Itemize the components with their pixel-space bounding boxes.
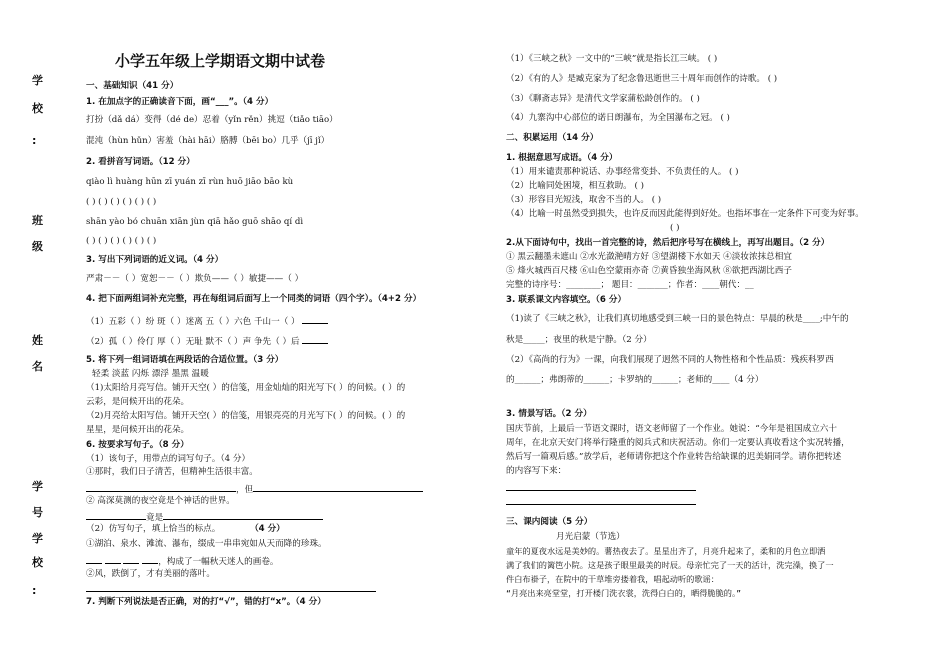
question-6-fill-3: ，构成了一幅秋天迷人的画卷。 [86, 554, 279, 568]
judge-3: （3）《聊斋志异》是清代文学家蒲松龄创作的。 ( ) [506, 94, 700, 104]
answer-blank[interactable] [86, 510, 146, 520]
answer-line[interactable] [86, 591, 376, 592]
section-basic-knowledge: 一、基础知识（41 分） [86, 81, 179, 91]
question-3: 3. 写出下列词语的近义词。（4 分） [86, 255, 224, 265]
sidebar-name-label: 姓 名 [32, 334, 43, 373]
passage-line-1: 童年的夏夜水远是美妙的。薯热夜去了。星星出齐了，月亮升起来了，柔和的月色立即洒 [506, 546, 826, 556]
question-6-fill-2: 竟是 [86, 510, 323, 524]
writing-line-3: 然后写一篇观后感。”放学后，老师请你把这个作业转告给缺课的迟美娟同学。请你把转述 [506, 452, 842, 462]
question-6-sentence-3: ①湖泊、泉水、滩流、瀑布，缀成一串串宛如从天而降的珍珠。 [86, 539, 327, 549]
question-4-line-b: （2）孤（ ）伶仃 厚（ ）无耻 默不（ ）声 争先（ ）后 [86, 334, 328, 348]
poem-answer: 完整的诗序号：________； 题目：_______；作者：____朝代：__ [506, 280, 754, 290]
question-2: 2. 看拼音写词语。（12 分） [86, 157, 195, 167]
poem-line-2: ⑤ 烽火城西百尺楼 ⑥山色空蒙雨亦奇 ⑦黄昏独坐海风秋 ⑧欲把西湖比西子 [506, 266, 792, 276]
passage-line-4: “月亮出来亮堂堂，打开楼门洗衣裳，洗得白白的，晒得脆脆的。” [506, 588, 742, 598]
judge-1: （1）《三峡之秋》一文中的“三峡”就是指长江三峡。 ( ) [506, 54, 718, 64]
page-title: 小学五年级上学期语文期中试卷 [115, 52, 326, 70]
question-4-line-a: （1）五彩（ ）纷 斑（ ）迷离 五（ ）六色 千山一（ ） [86, 314, 328, 328]
question-fill-text: 3. 联系课文内容填空。（6 分） [506, 295, 627, 305]
fill-text-4: 的______；弗朗蒂的______；卡罗纳的______；老师的____（4 分） [506, 375, 764, 385]
question-5-line-a: （1)太阳给月亮写信。铺开天空( ）的信笺，用金灿灿的阳光写下( ）的问候。( ）的 [86, 383, 406, 393]
question-5-words: 轻柔 淡蓝 闪烁 漂浮 墨黑 温暖 [92, 369, 209, 379]
answer-blank[interactable] [302, 334, 328, 344]
question-7: 7. 判断下列说法是否正确，对的打“√”，错的打“x”。（4 分） [86, 597, 326, 607]
section-reading: 三、课内阅读（5 分） [506, 517, 593, 527]
answer-blank[interactable] [142, 554, 158, 564]
writing-line-4: 的内容写下来： [506, 466, 567, 476]
passage-line-3: 件白布褂子，在院中的干草堆旁搂着我，唱起动听的歌谣： [506, 574, 719, 584]
judge-4: （4）九寨沟中心部位的诺日朗瀑布，为全国瀑布之冠。 ( ) [506, 113, 730, 123]
answer-blank[interactable] [86, 482, 236, 492]
answer-blank[interactable] [302, 314, 328, 324]
question-1-line-a: 打扮（dǎ dá）变得（dé de）忍着（yǐn rěn）挑逗（tiǎo tiāo） [86, 115, 338, 125]
question-6-fill-1: ，但 [86, 482, 423, 496]
passage-title: 月光启蒙（节选） [556, 532, 625, 542]
answer-blank[interactable] [123, 554, 139, 564]
question-5-line-b: 云彩，是问候开出的花朵。 [86, 397, 190, 407]
fill-text-1: （1)读了《三峡之秋》，让我们真切地感受到三峡一日的景色特点：早晨的秋是____;中午的 [506, 314, 849, 324]
idiom-4: （4）比喻一时虽然受到损失，也许反而因此能得到好处。也指坏事在一定条件下可变为好事。 [506, 209, 864, 219]
question-poem: 2.从下面诗句中，找出一首完整的诗，然后把序号写在横线上，再写出题目。（2 分） [506, 238, 830, 248]
question-6: 6. 按要求写句子。（8 分） [86, 440, 189, 450]
question-1-line-b: 混沌（hùn hǔn）害羞（hài hāi）胳膊（bēi bo）几乎（jī jǐ） [86, 136, 330, 146]
poem-line-1: ① 黑云翻墨未遮山 ②水光潋滟晴方好 ③望湖楼下水如天 ④淡妆浓抹总相宜 [506, 252, 792, 262]
judge-2: （2）《有的人》是臧克家为了纪念鲁迅逝世三十周年而创作的诗歌。 ( ) [506, 74, 778, 84]
question-4: 4. 把下面两组词补充完整，再在每组词后面写上一个同类的词语（四个字）。（4+2 分） [86, 294, 422, 304]
question-6-part-2: （2）仿写句子，填上恰当的标点。 （4 分） [86, 524, 285, 534]
question-1: 1. 在加点字的正确读音下面，画“___”。（4 分） [86, 97, 274, 107]
pinyin-row-1: qiào lì huàng hūn zī yuán zī rùn huō jiāo bāo kù [86, 177, 294, 187]
question-6-sentence-1: ①那时，我们日子清苦，但精神生活很丰富。 [86, 467, 258, 477]
answer-line[interactable] [506, 490, 696, 491]
answer-line[interactable] [506, 504, 696, 505]
answer-blank[interactable] [163, 510, 323, 520]
question-5-line-d: 星星，是问候开出的花朵。 [86, 425, 190, 435]
fill-text-3: （2）《高尚的行为》一课，向我们展现了迥然不同的人物性格和个性品质：残疾科罗西 [506, 355, 834, 365]
answer-blank[interactable] [253, 482, 423, 492]
idiom-2: （2）比喻同处困境，相互救助。 ( ) [506, 181, 644, 191]
sidebar-id-label: 学 号 学 校 : [32, 480, 43, 597]
question-6-part-1: （1）该句子，用带点的词写句子。（4 分） [86, 454, 251, 464]
question-writing: 3. 情景写话。（2 分） [506, 409, 592, 419]
question-5: 5. 将下列一组词语填在两段话的合适位置。（3 分） [86, 355, 284, 365]
writing-line-1: 国庆节前，上最后一节语文课时，语文老师留了一个作业。她说：“今年是祖国成立六十 [506, 424, 837, 434]
question-5-line-c: （2)月亮给太阳写信。铺开天空( ）的信笺，用银亮亮的月光写下( ）的问候。( ）的 [86, 411, 406, 421]
idiom-4-answer: ( ) [670, 223, 680, 233]
section-accumulation: 二、积累运用（14 分） [506, 133, 599, 143]
answer-blank[interactable] [86, 554, 102, 564]
fill-text-2: 秋是_____；夜里的秋是宁静。（2 分） [506, 335, 652, 345]
answer-blank[interactable] [105, 554, 121, 564]
question-idiom: 1. 根据意思写成语。（4 分） [506, 153, 618, 163]
question-6-sentence-4: ②风，跌倒了，才有美丽的落叶。 [86, 569, 215, 579]
sidebar-school-label: 学 校 : [32, 74, 43, 147]
answer-row-1: ( ) ( ) ( ) ( ) ( ) ( ) [86, 197, 157, 207]
idiom-1: （1）用来谴责那种说话、办事经常变卦、不负责任的人。 ( ) [506, 167, 739, 177]
pinyin-row-2: shān yào bó chuān xiān jùn qiā hǎo guō shāo qí dì [86, 217, 304, 227]
writing-line-2: 周年，在北京天安门将举行隆重的阅兵式和庆祝活动。你们一定要认真收看这个实况转播， [506, 438, 850, 448]
answer-row-2: ( ) ( ) ( ) ( ) ( ) ( ) [86, 236, 157, 246]
passage-line-2: 满了我们的篱笆小院。这是孩子眼里最美的时辰。母亲忙完了一天的活计，洗完澡，换了一 [506, 560, 834, 570]
idiom-3: （3）形容目光短浅，取舍不当的人。 ( ) [506, 195, 662, 205]
sidebar-class-label: 班 级 [32, 214, 43, 253]
question-3-line: 严肃－－（ ）宽恕－－（ ）欺负——（ ）敏捷——（ ） [86, 274, 304, 284]
question-6-sentence-2: ② 高深莫测的夜空竟是个神话的世界。 [86, 496, 235, 506]
